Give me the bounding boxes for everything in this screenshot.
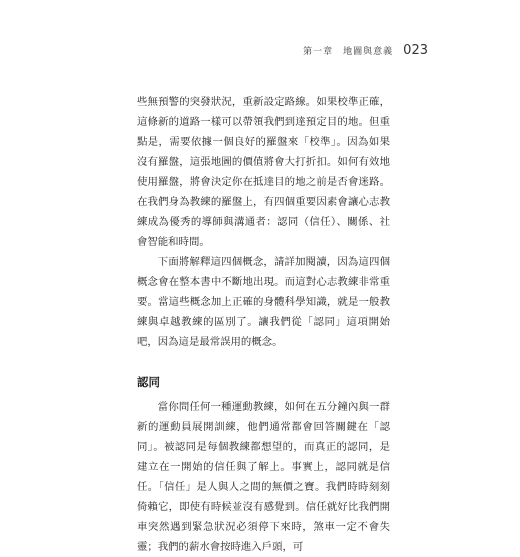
page-number: 023	[403, 43, 428, 58]
body-text	[137, 92, 390, 557]
section-heading: 認同	[137, 375, 160, 389]
paragraph-1: 些無預警的突發狀況，重新設定路線。如果校準正確，這條新的道路一樣可以帶領我們到達預定目的地。但重點是，需要依據一個良好的羅盤來「校準」。因為如果沒有羅盤，這張地圖的價值將會大打折扣。如何有效地使用羅盤，將會決定你在抵達目的地之前是否會迷路。在我們身為教練的羅盤上，有四個重要因素會讓心志教練成為優秀的導師與溝通者：認同（信任）、關係、社會智能和時間。	[137, 96, 390, 248]
paragraph-3: 當你問任何一種運動教練，如何在五分鐘內與一群新的運動員展開訓練，他們通常都會回答關鍵在「認同」。被認同是每個教練都想望的，而真正的認同，是建立在一開始的信任與了解上。事實上，認同就是信任。「信任」是人與人之間的無價之寶。我們時時刻刻倚賴它，即使有時候並沒有感覺到。信任就好比我們開車突然遇到緊急狀況必須停下來時，煞車一定不會失靈；我們的薪水會按時進入戶頭，可	[137, 401, 390, 553]
chapter-title: 第一章 地圖與意義	[303, 47, 394, 57]
running-header	[303, 43, 428, 58]
paragraph-2: 下面將解釋這四個概念，請詳加閱讀，因為這四個概念會在整本書中不斷地出現。而這對心志教練非常重要。當這些概念加上正確的身體科學知識，就是一般教練與卓越教練的區別了。讓我們從「認同」這項開始吧，因為這是最常誤用的概念。	[137, 256, 390, 348]
